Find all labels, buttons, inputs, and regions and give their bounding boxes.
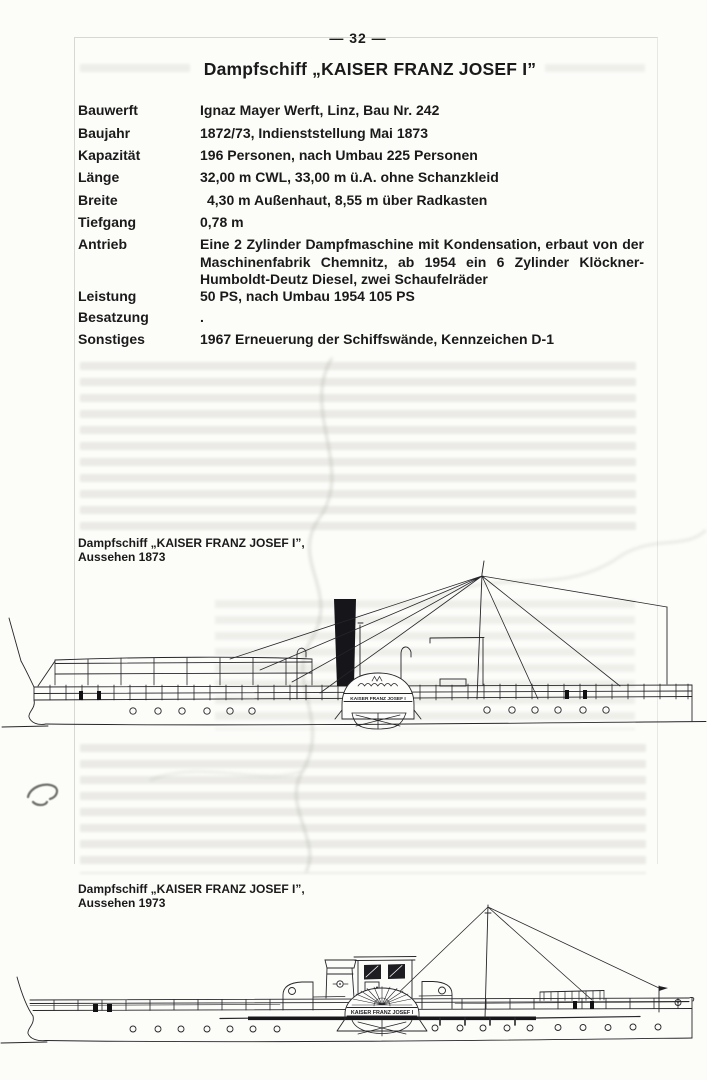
spec-row <box>78 236 644 289</box>
spec-row <box>78 147 644 163</box>
spec-label: Bauwerft <box>78 102 138 118</box>
page-title: Dampfschiff „KAISER FRANZ JOSEF I” <box>203 59 537 79</box>
spec-row <box>78 192 644 208</box>
paddlebox-name-1973: KAISER FRANZ JOSEF I <box>350 1009 414 1016</box>
page-number: — 32 — <box>329 30 387 46</box>
spec-row <box>78 288 644 304</box>
spec-label: Tiefgang <box>78 214 137 230</box>
spec-value: 196 Personen, nach Umbau 225 Personen <box>200 147 478 163</box>
ink-smudge <box>18 775 70 817</box>
mast-and-rigging-1873 <box>230 561 667 699</box>
spec-label: Länge <box>78 169 120 185</box>
spec-label: Leistung <box>78 288 137 304</box>
spec-row <box>78 309 644 325</box>
awning-frame <box>38 657 312 686</box>
paddlebox-name-1873: KAISER FRANZ JOSEF I <box>350 696 406 702</box>
spec-label: Baujahr <box>78 125 131 141</box>
spec-label: Kapazität <box>78 147 141 163</box>
spec-row <box>78 102 644 118</box>
paddle-wheel-1973 <box>352 1020 412 1036</box>
spec-label: Sonstiges <box>78 331 145 347</box>
spec-row <box>78 214 644 230</box>
spec-label: Breite <box>78 192 118 208</box>
paddle-box-1973 <box>337 987 427 1037</box>
caption-line: Aussehen 1873 <box>78 550 166 564</box>
spec-label: Antrieb <box>78 236 127 252</box>
bleedthrough-text-block <box>80 362 636 530</box>
mast-and-rigging-1973 <box>392 905 681 1018</box>
stern-flag <box>659 986 668 991</box>
spec-value: Eine 2 Zylinder Dampfmaschine mit Kondensation, erbaut von der Maschinenfabrik Chemnitz, ab 1954 ein 6 Zylinder Klöckner-Humboldt-Deutz Diesel, zwei Schaufelräder <box>200 236 644 287</box>
funnel-1873 <box>334 599 363 686</box>
spec-value: 1872/73, Indienststellung Mai 1873 <box>200 125 428 141</box>
caption-line: Dampfschiff „KAISER FRANZ JOSEF I”, <box>78 882 305 896</box>
ship-drawing-1973 <box>0 898 707 1080</box>
spec-row <box>78 331 644 347</box>
spec-label: Besatzung <box>78 309 149 325</box>
bleedthrough-text-block <box>80 744 646 874</box>
spec-value: 32,00 m CWL, 33,00 m ü.A. ohne Schanzkleid <box>200 169 499 185</box>
spec-value: 0,78 m <box>200 214 244 230</box>
spec-row <box>78 169 644 185</box>
funnel-emblem <box>333 981 348 987</box>
funnel-1973 <box>325 960 356 998</box>
caption-line: Dampfschiff „KAISER FRANZ JOSEF I”, <box>78 536 305 550</box>
spec-value: 50 PS, nach Umbau 1954 105 PS <box>200 288 415 304</box>
spec-value: 4,30 m Außenhaut, 8,55 m über Radkasten <box>207 192 488 208</box>
spec-value: 1967 Erneuerung der Schiffswände, Kennzeichen D-1 <box>200 331 554 347</box>
guard-band <box>248 1017 536 1021</box>
spec-row <box>78 125 644 141</box>
spec-value: . <box>200 309 204 325</box>
spec-value: Ignaz Mayer Werft, Linz, Bau Nr. 242 <box>200 102 440 118</box>
caption-line: Aussehen 1973 <box>78 896 166 910</box>
ship-drawing-1873 <box>0 553 707 739</box>
